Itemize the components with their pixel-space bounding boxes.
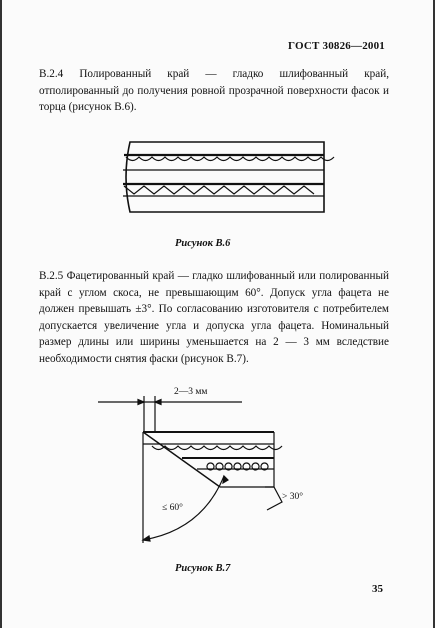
figure-b6-caption: Рисунок В.6 bbox=[175, 238, 231, 249]
section-b24-paragraph: В.2.4 Полированный край — гладко шлифованный край, отполированный до получения ровной прозрачной поверхности фасок и торца (рисунок В.6). bbox=[39, 68, 389, 114]
page-number: 35 bbox=[372, 583, 383, 595]
section-b25-paragraph: В.2.5 Фацетированный край — гладко шлифованный или полированный край с углом скоса, не превышающим 60°. Допуск угла фацета не должен превышать ±3°. По согласованию изготовителя с потребителем допускается увеличение угла и допуска угла фацета. Номинальный размер длины или ширины уменьшается на 2 — 3 мм вследствие необходимости снятия фаски (рисунок В.7). bbox=[39, 270, 389, 365]
dimension-width-label: 2—3 мм bbox=[174, 387, 208, 397]
figure-b7-drawing bbox=[2, 0, 435, 628]
dimension-angle-max-label: ≤ 60° bbox=[162, 503, 183, 513]
figure-b7-caption: Рисунок В.7 bbox=[175, 563, 231, 574]
standard-header: ГОСТ 30826—2001 bbox=[288, 40, 385, 52]
dimension-angle-min-label: > 30° bbox=[282, 492, 304, 502]
